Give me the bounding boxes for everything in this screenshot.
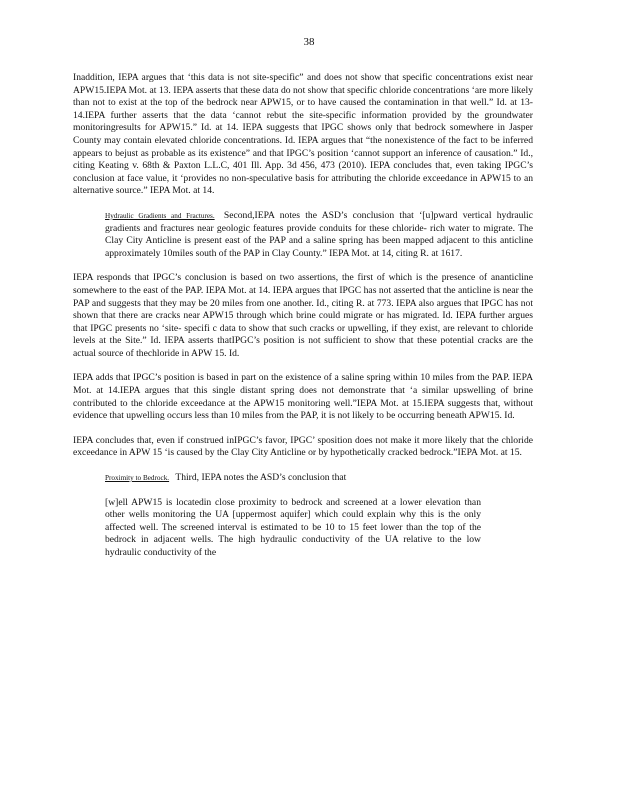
- paragraph-inaddition: Inaddition, IEPA argues that ‘this data is not site-specific” and does not show that specific concentrations exist near APW15.IEPA Mot. at 13. IEPA asserts that these data do not show that specific chloride concentrations ‘are more likely than not to exist at the top of the bedrock near APW15, or to have caused the contamination in that well.” Id. at 13-14.IEPA further asserts that the data ‘cannot rebut the site-specific information provided by the groundwater monitoringresults for APW15.” Id. at 14. IEPA suggests that IPGC shows only that bedrock somewhere in Jasper County may contain elevated chloride concentrations. Id. IEPA argues that “the nonexistence of the fact to be inferred appears to bejust as probable as its existence” and that IPGC’s position ‘cannot support an inference of causation.” Id., citing Keating v. 68th & Paxton L.L.C, 401 Ill. App. 3d 456, 473 (2010). IEPA concludes that, even taking IPGC’s conclusion at face value, it ‘provides no non-speculative basis for attributing the chloride exceedance in APW15 to an alternative source.” IEPA Mot. at 14.: [73, 72, 533, 197]
- page-number: 38: [303, 36, 315, 48]
- section-heading-hydraulic: Hydraulic Gradients and Fractures.: [105, 211, 215, 220]
- section-heading-proximity: Proximity to Bedrock.: [105, 474, 170, 483]
- paragraph-hydraulic-text: Second,IEPA notes the ASD’s conclusion that ‘[u]pward vertical hydraulic gradients and fractures near geologic features provide conduits for these chloride- rich water to migrate. The Clay City Anticline is present east of the PAP and a saline spring has been mapped adjacent to this anticline approximately 10miles south of the PAP in Clay County.” IEPA Mot. at 14, citing R. at 1617.: [105, 209, 533, 259]
- paragraph-hydraulic: [105, 210, 533, 260]
- paragraph-iepa-responds: IEPA responds that IPGC’s conclusion is based on two assertions, the first of which is the presence of ananticline somewhere to the east of the PAP. IEPA Mot. at 14. IEPA argues that IPGC has not asserted that the anticline is near the PAP and suggests that they may be 20 miles from one another. Id., citing R. at 773. IEPA also argues that IPGC has not shown that there are cracks near APW15 through which brine could migrate or has migrated. Id. IEPA further argues that IPGC presents no ‘site- specifi c data to show that such cracks or upwelling, if they exist, are relevant to chloride levels at the Site.” Id. IEPA asserts thatIPGC’s position is not sufficient to show that these potential cracks are the actual source of thechloride in APW 15. Id.: [73, 272, 533, 359]
- paragraph-iepa-adds: IEPA adds that IPGC’s position is based in part on the existence of a saline spring within 10 miles from the PAP. IEPA Mot. at 14.IEPA argues that this single distant spring does not demonstrate that ‘a similar upswelling of brine contributed to the chloride exceedance at the APW15 monitoring well.”IEPA Mot. at 15.IEPA suggests that, without evidence that upwelling occurs less than 10 miles from the PAP, it is not likely to be occurring beneath APW15. Id.: [73, 372, 533, 422]
- block-quote: [w]ell APW15 is locatedin close proximity to bedrock and screened at a lower elevation than other wells monitoring the UA [uppermost aquifer] which could explain why this is the only affected well. The screened interval is estimated to be 10 to 15 feet lower than the top of the bedrock in adjacent wells. The high hydraulic conductivity of the UA relative to the low hydraulic conductivity of the: [105, 496, 481, 558]
- paragraph-proximity: [105, 472, 533, 485]
- document-body: [73, 72, 533, 572]
- paragraph-proximity-text: Third, IEPA notes the ASD’s conclusion that: [175, 472, 347, 484]
- paragraph-iepa-concludes: IEPA concludes that, even if construed inIPGC’s favor, IPGC’ sposition does not make it more likely that the chloride exceedance in APW 15 ‘is caused by the Clay City Anticline or by hypothetically cracked bedrock.”IEPA Mot. at 15.: [73, 434, 533, 459]
